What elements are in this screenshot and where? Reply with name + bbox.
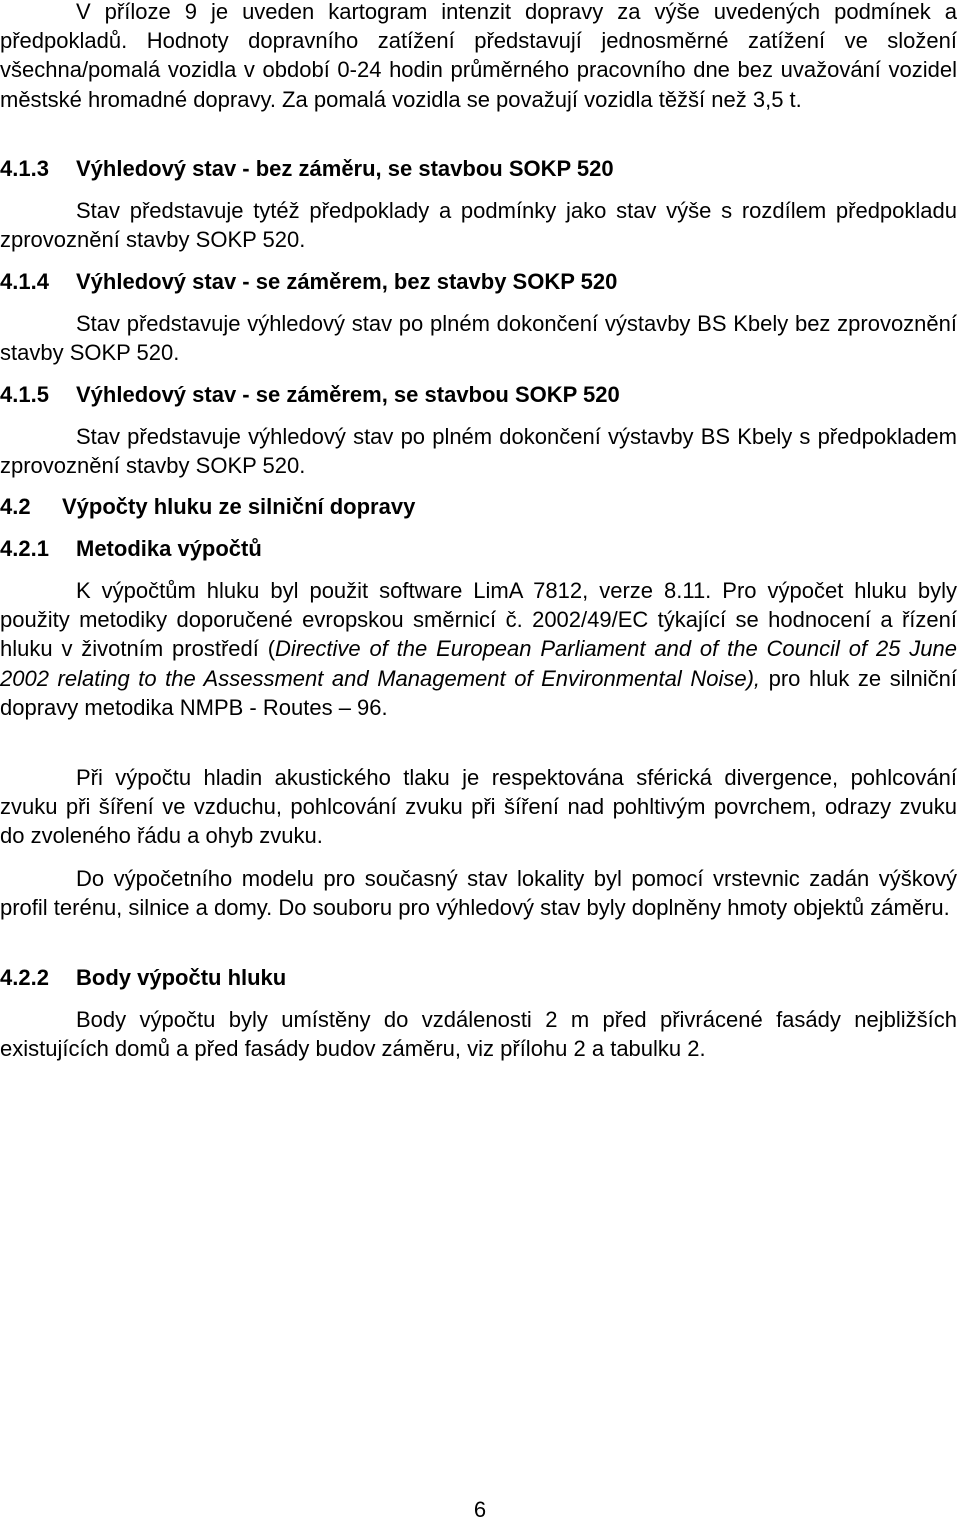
heading-title: Výhledový stav - se záměrem, se stavbou SOKP 520 bbox=[76, 382, 620, 407]
paragraph-4-1-3: Stav představuje tytéž předpoklady a podmínky jako stav výše s rozdílem předpokladu zprovoznění stavby SOKP 520. bbox=[0, 198, 957, 253]
paragraph-model: Do výpočetního modelu pro současný stav lokality byl pomocí vrstevnic zadán výškový profil terénu, silnice a domy. Do souboru pro výhledový stav byly doplněny hmoty objektů záměru. bbox=[0, 866, 957, 921]
heading-title: Body výpočtu hluku bbox=[76, 965, 287, 990]
heading-number: 4.2.2 bbox=[0, 965, 49, 990]
heading-title: Metodika výpočtů bbox=[76, 536, 262, 561]
intro-paragraph: V příloze 9 je uveden kartogram intenzit dopravy za výše uvedených podmínek a předpokladů. Hodnoty dopravního zatížení představují jednosměrné zatížení ve složení všechna/pomalá vozidla v období 0-24 hodin průměrného pracovního dne bez uvažování vozidel městské hromadné dopravy. Za pomalá vozidla se považují vozidla těžší než 3,5 t. bbox=[0, 0, 957, 112]
directive-title: Directive of the European Parliament and of the Council of 25 June 2002 relating to the Assessment and Management of Environmental Noise), bbox=[0, 636, 957, 691]
heading-number: 4.1.3 bbox=[0, 156, 49, 181]
heading-4-1-5 bbox=[0, 380, 957, 409]
heading-title: Výhledový stav - bez záměru, se stavbou SOKP 520 bbox=[76, 156, 614, 181]
heading-title: Výhledový stav - se záměrem, bez stavby SOKP 520 bbox=[76, 269, 618, 294]
page-number: 6 bbox=[473, 1497, 487, 1522]
paragraph-calculation: Při výpočtu hladin akustického tlaku je respektována sférická divergence, pohlcování zvuku při šíření ve vzduchu, pohlcování zvuku při šíření nad pohltivým povrchem, odrazy zvuku do zvoleného řádu a ohyb zvuku. bbox=[0, 765, 957, 849]
heading-title: Výpočty hluku ze silniční dopravy bbox=[62, 494, 416, 519]
paragraph-4-2-2: Body výpočtu byly umístěny do vzdálenosti 2 m před přivrácené fasády nejbližších existujících domů a před fasády budov záměru, viz přílohu 2 a tabulku 2. bbox=[0, 1007, 957, 1062]
heading-4-1-3 bbox=[0, 154, 957, 183]
methodology-text-a: K výpočtům hluku byl použit software LimA 7812, verze 8.11. Pro výpočet hluku byly použity metodiky doporučené evropskou směrnicí č. 2002/49/EC týkající se hodnocení a řízení hluku v životním prostředí ( bbox=[0, 578, 957, 662]
heading-4-2-2 bbox=[0, 963, 957, 992]
paragraph-4-1-4: Stav představuje výhledový stav po plném dokončení výstavby BS Kbely bez zprovoznění stavby SOKP 520. bbox=[0, 311, 957, 366]
paragraph-4-1-5: Stav představuje výhledový stav po plném dokončení výstavby BS Kbely s předpokladem zprovoznění stavby SOKP 520. bbox=[0, 424, 957, 479]
heading-number: 4.2 bbox=[0, 494, 31, 519]
methodology-text-b: pro hluk ze silniční dopravy metodika NMPB - Routes – 96. bbox=[0, 665, 957, 720]
heading-4-2-1 bbox=[0, 534, 957, 563]
heading-number: 4.1.5 bbox=[0, 382, 49, 407]
heading-4-1-4 bbox=[0, 267, 957, 296]
paragraph-methodology bbox=[0, 576, 957, 722]
heading-number: 4.2.1 bbox=[0, 536, 49, 561]
heading-4-2 bbox=[0, 492, 957, 521]
heading-number: 4.1.4 bbox=[0, 269, 49, 294]
